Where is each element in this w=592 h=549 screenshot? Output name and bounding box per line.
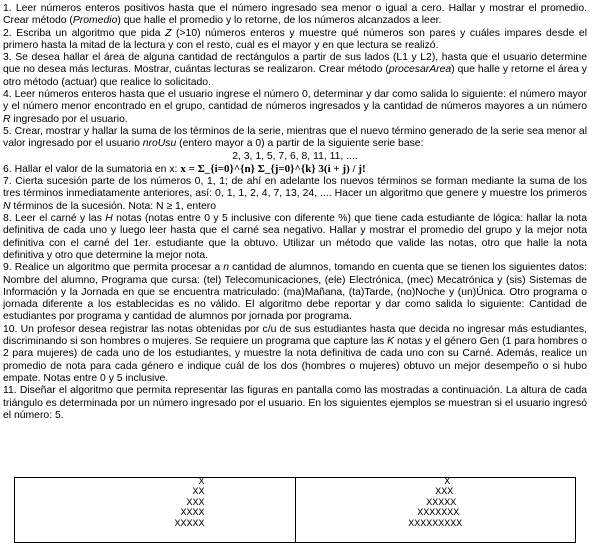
exercise-document: [3, 3, 587, 422]
item-8: 8. Leer el carné y las H notas (notas entre 0 y 5 inclusive con diferente %) que tiene cada estudiante de lógica: hallar la nota definitiva de cada uno y luego leer hasta que el carné sea negativo. Hallar y mostrar el promedio del grupo y la mejor nota definitiva con el carné del 1er. estudiante que la obtuvo. Utilizar un método que valide las notas, otro que halle la nota definitiva y otro que determine la mejor nota.: [3, 213, 587, 261]
figures-table: [14, 477, 576, 543]
item-2: 2. Escriba un algoritmo que pida Z (>10) números enteros y muestre qué números son pares y cuáles impares desde el primero hasta la mitad de la lectura y con el resto, cual es el mayor y en que lectura se realizó.: [3, 27, 588, 51]
item-6: 6. Hallar el valor de la sumatoria en x: x = Σ_{i=0}^{n} Σ_{j=0}^{k} 3(i + j) / j!: [3, 162, 366, 175]
series-line: 2, 3, 1, 5, 7, 6, 8, 11, 11, ....: [232, 150, 358, 162]
item-4: 4. Leer números enteros hasta que el usuario ingrese el número 0, determinar y dar como salida lo siguiente: el número mayor y el número menor encontrado en el grupo, cantidad de números ingresados y la cantidad de números mayores a un número R ingresado por el usuario.: [3, 89, 587, 125]
item-7: 7. Cierta sucesión parte de los números 0, 1, 1; de ahí en adelante los nuevos términos se forman mediante la suma de los tres términos inmediatamente anteriores, así: 0, 1, 1, 2, 4, 7, 13, 24, .... Hacer un algoritmo que genere y muestre los primeros N términos de la sucesión. Nota: N ≥ 1, entero: [3, 176, 587, 212]
item-1: 1. Leer números enteros positivos hasta que el número ingresado sea menor o igual a cero. Hallar y mostrar el promedio. Crear método (Promedio) que halle el promedio y lo retorne, de los números alcanzados a leer.: [3, 3, 587, 27]
item-5: 5. Crear, mostrar y hallar la suma de los términos de la serie, mientras que el nuevo término generado de la serie sea menor al valor ingresado por el usuario nroUsu (entero mayor a 0) a partir de la siguiente serie base:: [3, 125, 588, 150]
left-aligned-triangle: X XX XXX XXXX XXXXX: [174, 477, 205, 530]
item-10: 10. Un profesor desea registrar las notas obtenidas por c/u de sus estudiantes hasta que decida no ingresar más estudiantes, discriminando si son hombres o mujeres. Se requiere un programa que capture las K notas y el género Gen (1 para hombres o 2 para mujeres) de cada uno de los estudiantes, y muestre la nota definitiva de cada uno con su Carné. Además, realice un promedio de nota para cada género e indique cuál de los dos (hombres o mujeres) obtuvo un mejor desempeño o si hubo empate. Notas entre 0 y 5 inclusive.: [3, 323, 588, 384]
item-11: 11. Diseñar el algoritmo que permita representar las figuras en pantalla como las mostradas a continuación. La altura de cada triángulo es determinada por un número ingresado por el usuario. En los siguientes ejemplos se muestran si el usuario ingresó el número: 5.: [3, 385, 588, 421]
figure-left-cell: [15, 478, 296, 542]
centered-pyramid: X XXX XXXXX XXXXXXX XXXXXXXXX: [408, 477, 463, 530]
item-3: 3. Se desea hallar el área de alguna cantidad de rectángulos a partir de sus lados (L1 y L2), hasta que el usuario determine que no desea más lecturas. Mostrar, cuántas lecturas se realizaron. Crear método (procesarArea) que halle y retorne el área y otro método (actuar) que realice lo solicitado.: [3, 52, 587, 88]
item-9: 9. Realice un algoritmo que permita procesar a n cantidad de alumnos, tomando en cuenta que se tienen los siguientes datos: Nombre del alumno, Programa que cursa: (tel) Telecomunicaciones, (ele) Electrónica, (mec) Mecatrónica y (sis) Sistemas de Información y la Jornada en que se encuentra matriculado: (ma)Mañana, (ta)Tarde, (no)Noche y (un)Única. Otro programa o jornada diferente a los establecidas es no válido. El algoritmo debe reportar y dar como salida lo siguiente: Cantidad de estudiantes por programa y cantidad de alumnos por jornada por programa.: [3, 262, 587, 323]
summation-formula: x = Σ_{i=0}^{n} Σ_{j=0}^{k} 3(i + j) / j!: [180, 162, 366, 175]
figure-right-cell: [296, 478, 576, 542]
